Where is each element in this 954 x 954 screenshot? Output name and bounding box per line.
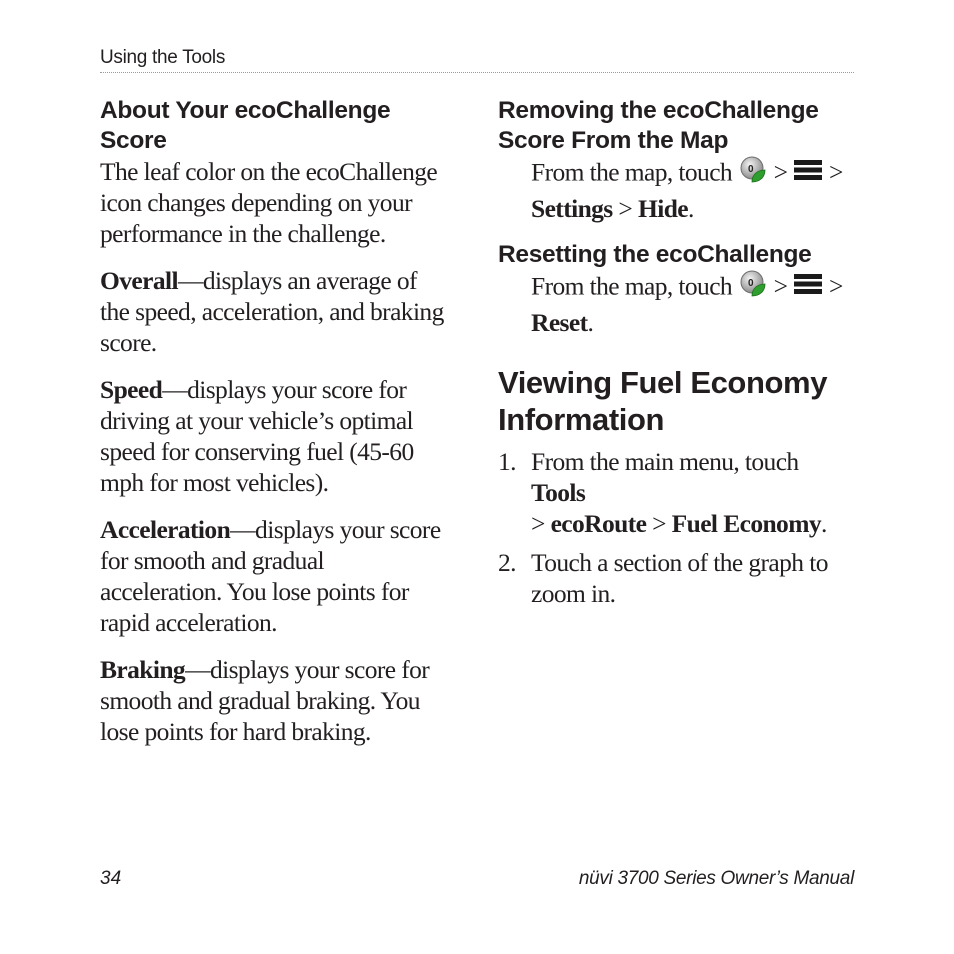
period: . <box>821 509 827 538</box>
menu-icon <box>793 271 823 302</box>
resetting-instructions <box>498 270 858 338</box>
step-item <box>498 547 858 609</box>
header-divider <box>100 72 854 73</box>
page-number: 34 <box>100 868 122 889</box>
speed-paragraph <box>100 374 445 498</box>
about-intro: The leaf color on the ecoChallenge icon changes depending on your performance in the challenge. <box>100 157 438 248</box>
separator: > <box>828 157 843 187</box>
svg-text:0: 0 <box>747 278 753 289</box>
separator: > <box>618 194 633 223</box>
overall-paragraph <box>100 265 445 358</box>
fuel-economy-term: Fuel Economy <box>671 509 821 538</box>
acceleration-desc: —displays your score for smooth and gradual acceleration. You lose points for rapid acceleration. <box>100 515 441 637</box>
speed-term: Speed <box>100 375 163 404</box>
step-number: 1. <box>498 447 516 476</box>
menu-icon <box>793 157 823 188</box>
svg-text:0: 0 <box>747 164 753 175</box>
running-header: Using the Tools <box>100 47 226 68</box>
ecochallenge-icon <box>738 154 768 191</box>
step-text: Touch a section of the graph to zoom in. <box>531 548 828 608</box>
step-number: 2. <box>498 548 516 577</box>
resetting-text: From the map, touch <box>531 271 738 301</box>
period: . <box>688 194 694 223</box>
braking-term: Braking <box>100 655 186 684</box>
left-column <box>100 96 445 747</box>
step-text: From the main menu, touch <box>531 447 799 476</box>
right-column <box>498 96 858 609</box>
removing-heading: Removing the ecoChallenge Score From the Map <box>498 97 819 154</box>
viewing-steps <box>498 446 858 609</box>
ecoroute-term: ecoRoute <box>550 509 647 538</box>
manual-title: nüvi 3700 Series Owner’s Manual <box>578 868 854 889</box>
tools-term: Tools <box>531 478 586 507</box>
reset-term: Reset <box>531 308 588 337</box>
acceleration-term: Acceleration <box>100 515 231 544</box>
overall-desc: —displays an average of the speed, acceleration, and braking score. <box>100 266 444 357</box>
about-heading: About Your ecoChallenge Score <box>100 97 391 154</box>
braking-paragraph <box>100 654 445 747</box>
removing-text: From the map, touch <box>531 157 738 187</box>
period: . <box>587 308 594 337</box>
resetting-heading: Resetting the ecoChallenge <box>498 241 812 268</box>
speed-desc: —displays your score for driving at your vehicle’s optimal speed for conserving fuel (45-60 mph for most vehicles). <box>100 375 414 497</box>
ecochallenge-icon <box>738 268 768 305</box>
braking-desc: —displays your score for smooth and gradual braking. You lose points for hard braking. <box>100 655 430 746</box>
separator: > <box>652 509 666 538</box>
step-item <box>498 446 858 539</box>
overall-term: Overall <box>100 266 178 295</box>
hide-term: Hide <box>637 194 688 223</box>
separator: > <box>531 509 545 538</box>
separator: > <box>773 271 788 301</box>
separator: > <box>773 157 788 187</box>
separator: > <box>828 271 843 301</box>
acceleration-paragraph <box>100 514 445 638</box>
settings-term: Settings <box>531 194 613 223</box>
removing-instructions <box>498 156 858 224</box>
viewing-heading: Viewing Fuel Economy Information <box>498 365 828 437</box>
